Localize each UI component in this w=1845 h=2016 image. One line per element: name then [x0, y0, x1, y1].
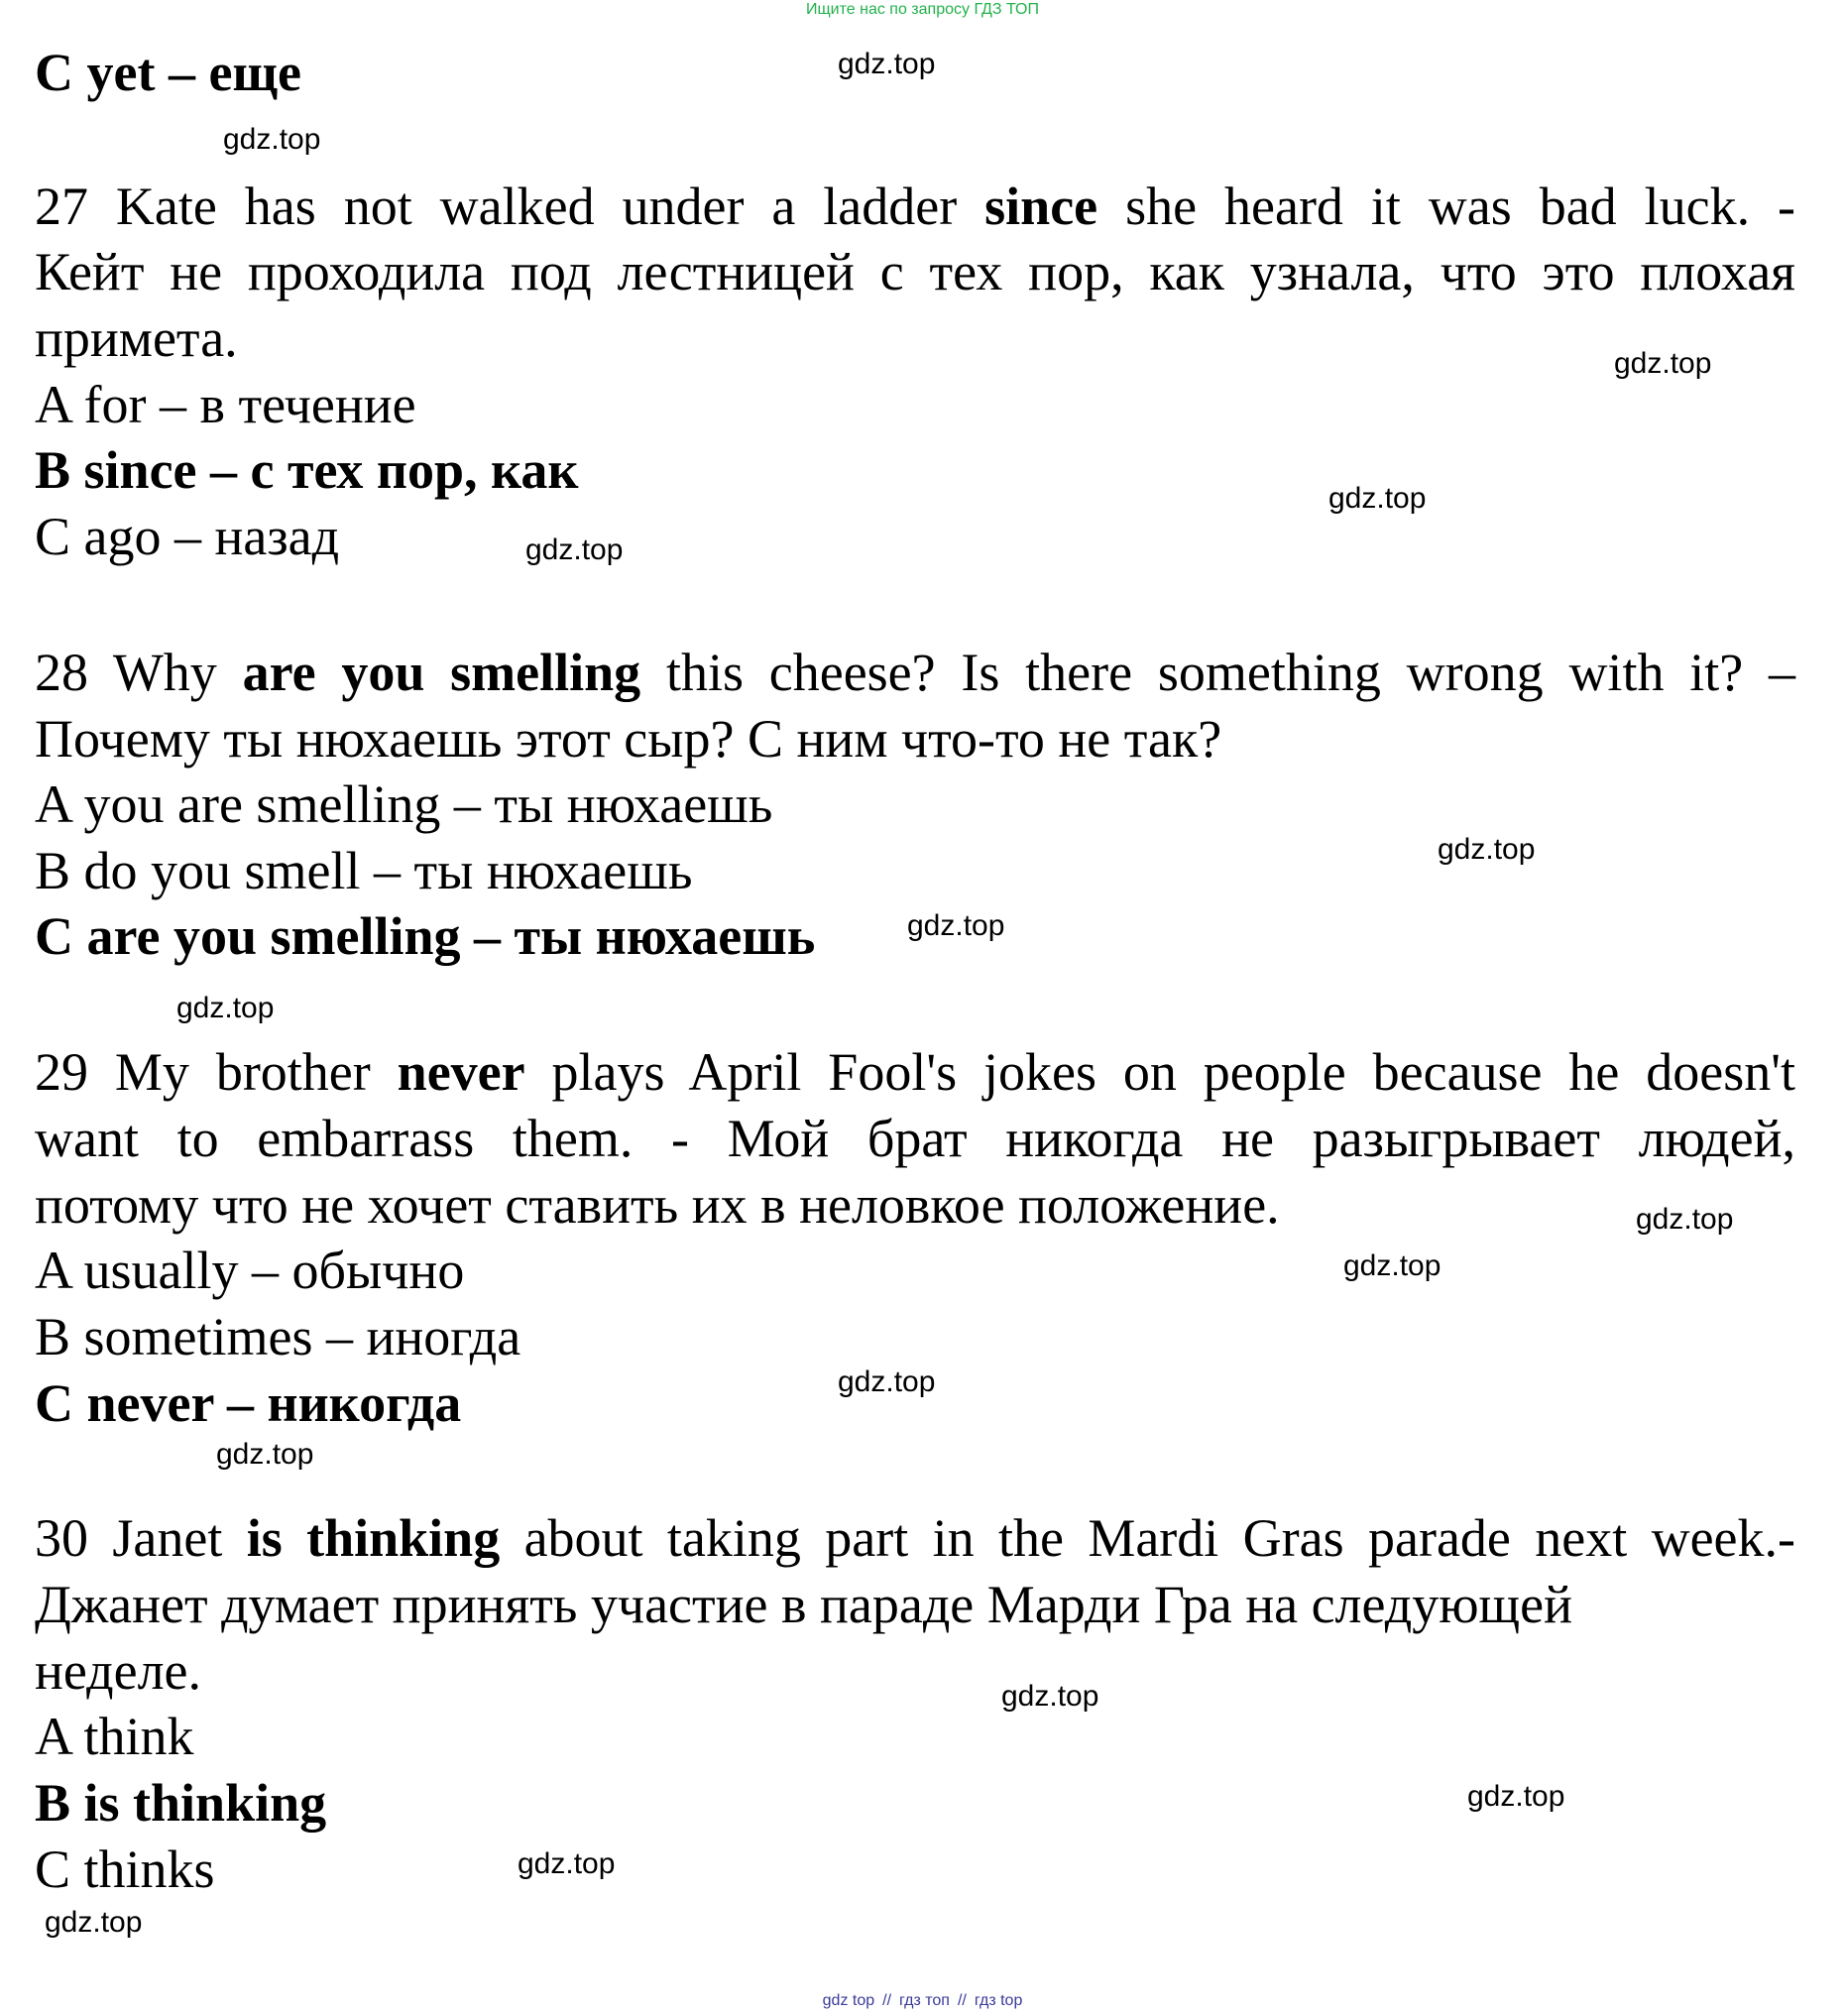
footer-link[interactable]: гдз топ — [899, 1992, 950, 2009]
watermark: gdz.top — [838, 1365, 936, 1398]
item27-question-line1 — [35, 174, 1795, 239]
watermark: gdz.top — [1001, 1680, 1099, 1713]
footer-separator: // — [957, 1992, 967, 2009]
item27-translation-line2: примета. — [35, 308, 238, 368]
watermark: gdz.top — [1614, 347, 1712, 380]
item29-text-bold: never — [397, 1042, 525, 1102]
item30-translation-line1: Джанет думает принять участие в параде Марди Гра на следующей — [35, 1575, 1572, 1634]
watermark: gdz.top — [907, 909, 1005, 942]
item29-option-c: C never – никогда — [35, 1373, 462, 1433]
item29-text-pre: 29 My brother — [35, 1042, 398, 1102]
item29-question-line1 — [35, 1039, 1795, 1105]
watermark: gdz.top — [1343, 1249, 1441, 1282]
search-banner: Ищите нас по запросу ГДЗ ТОП — [806, 1, 1039, 18]
watermark: gdz.top — [176, 992, 275, 1024]
item27-option-c: C ago – назад — [35, 507, 340, 566]
watermark: gdz.top — [1328, 482, 1427, 515]
item28-text-bold: are you smelling — [242, 643, 641, 702]
footer-separator: // — [882, 1992, 892, 2009]
item29-translation-line2: потому что не хочет ставить их в неловкое положение. — [35, 1175, 1280, 1235]
item28-option-a: A you are smelling – ты нюхаешь — [35, 774, 773, 834]
item30-question-line1 — [35, 1505, 1795, 1571]
item27-text-post: she heard it was bad luck. - — [1097, 177, 1795, 236]
item28-question-line1 — [35, 640, 1795, 705]
item27-translation-line1: Кейт не проходила под лестницей с тех пор, как узнала, что это плохая — [35, 242, 1795, 301]
footer-link[interactable]: гдз top — [974, 1992, 1023, 2009]
item28-text-post: this cheese? Is there something wrong with it? – — [640, 643, 1795, 702]
watermark: gdz.top — [1467, 1780, 1565, 1813]
item28-text-pre: 28 Why — [35, 643, 243, 702]
watermark: gdz.top — [1636, 1203, 1734, 1236]
item30-text-bold: is thinking — [246, 1508, 501, 1568]
item30-text-post: about taking part in the Mardi Gras parade next week.- — [500, 1508, 1796, 1568]
item30-translation-line2: неделе. — [35, 1641, 202, 1701]
watermark: gdz.top — [223, 123, 321, 156]
item28-option-c: C are you smelling – ты нюхаешь — [35, 906, 816, 966]
item29-text-post: plays April Fool's jokes on people because he doesn't — [524, 1042, 1796, 1102]
watermark: gdz.top — [1438, 833, 1536, 866]
item29-option-a: A usually – обычно — [35, 1241, 465, 1300]
footer-link[interactable]: gdz top — [822, 1992, 875, 2009]
watermark: gdz.top — [838, 48, 936, 80]
watermark: gdz.top — [525, 534, 624, 566]
item30-text-pre: 30 Janet — [35, 1508, 247, 1568]
item27-text-pre: 27 Kate has not walked under a ladder — [35, 177, 985, 236]
item30-option-c: C thinks — [35, 1839, 215, 1899]
watermark: gdz.top — [216, 1438, 314, 1471]
item28-option-b: B do you smell – ты нюхаешь — [35, 841, 693, 900]
item27-text-bold: since — [984, 177, 1098, 236]
item26-option-c: C yet – еще — [35, 43, 301, 102]
footer-links — [0, 1991, 1845, 2011]
item29-question-line2: want to embarrass them. - Мой брат никогда не разыгрывает людей, — [35, 1109, 1795, 1168]
item30-option-a: A think — [35, 1707, 194, 1766]
watermark: gdz.top — [518, 1847, 616, 1880]
item27-option-a: A for – в течение — [35, 375, 416, 434]
watermark: gdz.top — [45, 1906, 143, 1939]
item29-option-b: B sometimes – иногда — [35, 1307, 521, 1366]
item27-option-b: B since – с тех пор, как — [35, 440, 579, 500]
item28-translation: Почему ты нюхаешь этот сыр? С ним что-то не так? — [35, 709, 1222, 769]
item30-option-b: B is thinking — [35, 1773, 327, 1833]
